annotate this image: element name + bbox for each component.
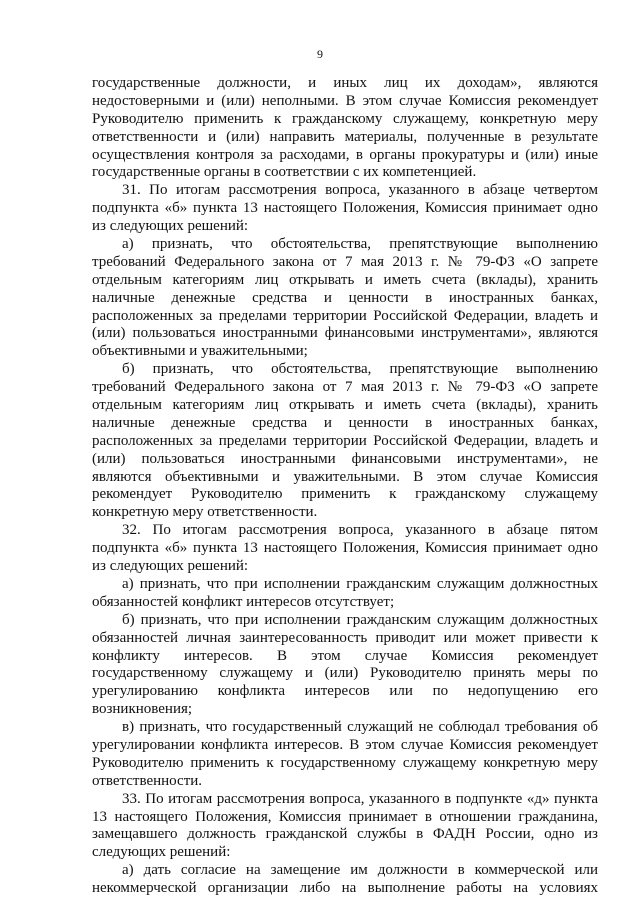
text-line: Руководителю применить к гражданскому служащему, конкретную меру bbox=[92, 110, 598, 127]
text-line: объективными и уважительными; bbox=[92, 343, 308, 360]
text-line: недостоверными и (или) неполными. В этом случае Комиссия рекомендует bbox=[92, 92, 598, 109]
text-line: обязанностей личная заинтересованность приводит или может привести к bbox=[92, 629, 598, 646]
text-line: урегулированию конфликта интересов или по недопущению его bbox=[92, 683, 598, 700]
text-line: являются объективными и уважительными. В этом случае Комиссия bbox=[92, 468, 598, 485]
text-line: следующих решений: bbox=[92, 844, 231, 861]
text-line: требований Федерального закона от 7 мая 2013 г. № 79-ФЗ «О запрете bbox=[92, 379, 598, 396]
text-line: государственному служащему и (или) Руководителю принять меры по bbox=[92, 665, 598, 682]
text-line: подпункта «б» пункта 13 настоящего Положения, Комиссия принимает одно bbox=[92, 200, 598, 217]
text-line: обязанностей конфликт интересов отсутствует; bbox=[92, 593, 395, 610]
text-line: расположенных за пределами территории Российской Федерации, владеть и bbox=[92, 307, 598, 324]
text-line: осуществления контроля за расходами, в органы прокуратуры и (или) иные bbox=[92, 146, 598, 163]
text-line: расположенных за пределами территории Российской Федерации, владеть и bbox=[92, 432, 598, 449]
text-line: ответственности. bbox=[92, 772, 203, 789]
text-line: отдельным категориям лиц открывать и иметь счета (вклады), хранить bbox=[92, 271, 598, 288]
text-line: а) дать согласие на замещение им должности в коммерческой или bbox=[122, 862, 598, 879]
text-line: некоммерческой организации либо на выполнение работы на условиях bbox=[92, 880, 598, 897]
text-line: б) признать, что при исполнении гражданским служащим должностных bbox=[122, 611, 598, 628]
text-line: государственные должности, и иных лиц их доходам», являются bbox=[92, 75, 598, 91]
text-line: б) признать, что обстоятельства, препятствующие выполнению bbox=[122, 361, 598, 378]
text-line: из следующих решений: bbox=[92, 558, 249, 575]
document-body-text bbox=[92, 75, 598, 898]
text-line: возникновения; bbox=[92, 701, 193, 718]
text-line: (или) пользоваться иностранными финансовыми инструментами», являются bbox=[92, 325, 598, 342]
text-line: ответственности и (или) направить материалы, полученные в результате bbox=[92, 128, 598, 145]
text-line: замещавшего должность гражданской службы в ФАДН России, одно из bbox=[92, 826, 598, 843]
text-line: наличные денежные средства и ценности в иностранных банках, bbox=[92, 289, 598, 306]
text-line: подпункта «б» пункта 13 настоящего Положения, Комиссия принимает одно bbox=[92, 540, 598, 557]
text-line: требований Федерального закона от 7 мая 2013 г. № 79-ФЗ «О запрете bbox=[92, 253, 598, 270]
text-line: 32. По итогам рассмотрения вопроса, указанного в абзаце пятом bbox=[122, 522, 598, 539]
text-line: а) признать, что при исполнении гражданским служащим должностных bbox=[122, 575, 598, 592]
page-number: 9 bbox=[317, 47, 323, 61]
text-line: отдельным категориям лиц открывать и иметь счета (вклады), хранить bbox=[92, 397, 598, 414]
text-line: 33. По итогам рассмотрения вопроса, указанного в подпункте «д» пункта bbox=[122, 790, 598, 807]
text-line: конфликту интересов. В этом случае Комиссия рекомендует bbox=[92, 647, 598, 664]
text-line: в) признать, что государственный служащий не соблюдал требования об bbox=[122, 719, 598, 736]
text-line: конкретную меру ответственности. bbox=[92, 504, 318, 521]
text-line: наличные денежные средства и ценности в иностранных банках, bbox=[92, 414, 598, 431]
text-line: государственные органы в соответствии с их компетенцией. bbox=[92, 164, 477, 181]
text-line: 31. По итогам рассмотрения вопроса, указанного в абзаце четвертом bbox=[122, 182, 598, 199]
text-line: из следующих решений: bbox=[92, 218, 249, 235]
text-line: урегулировании конфликта интересов. В этом случае Комиссия рекомендует bbox=[92, 736, 598, 753]
text-line: рекомендует Руководителю применить к гражданскому служащему bbox=[92, 486, 598, 503]
text-line: Руководителю применить к государственному служащему конкретную меру bbox=[92, 754, 598, 771]
text-line: а) признать, что обстоятельства, препятствующие выполнению bbox=[122, 236, 598, 253]
text-line: (или) пользоваться иностранными финансовыми инструментами», не bbox=[92, 450, 598, 467]
text-line: 13 настоящего Положения, Комиссия принимает в отношении гражданина, bbox=[92, 808, 598, 825]
